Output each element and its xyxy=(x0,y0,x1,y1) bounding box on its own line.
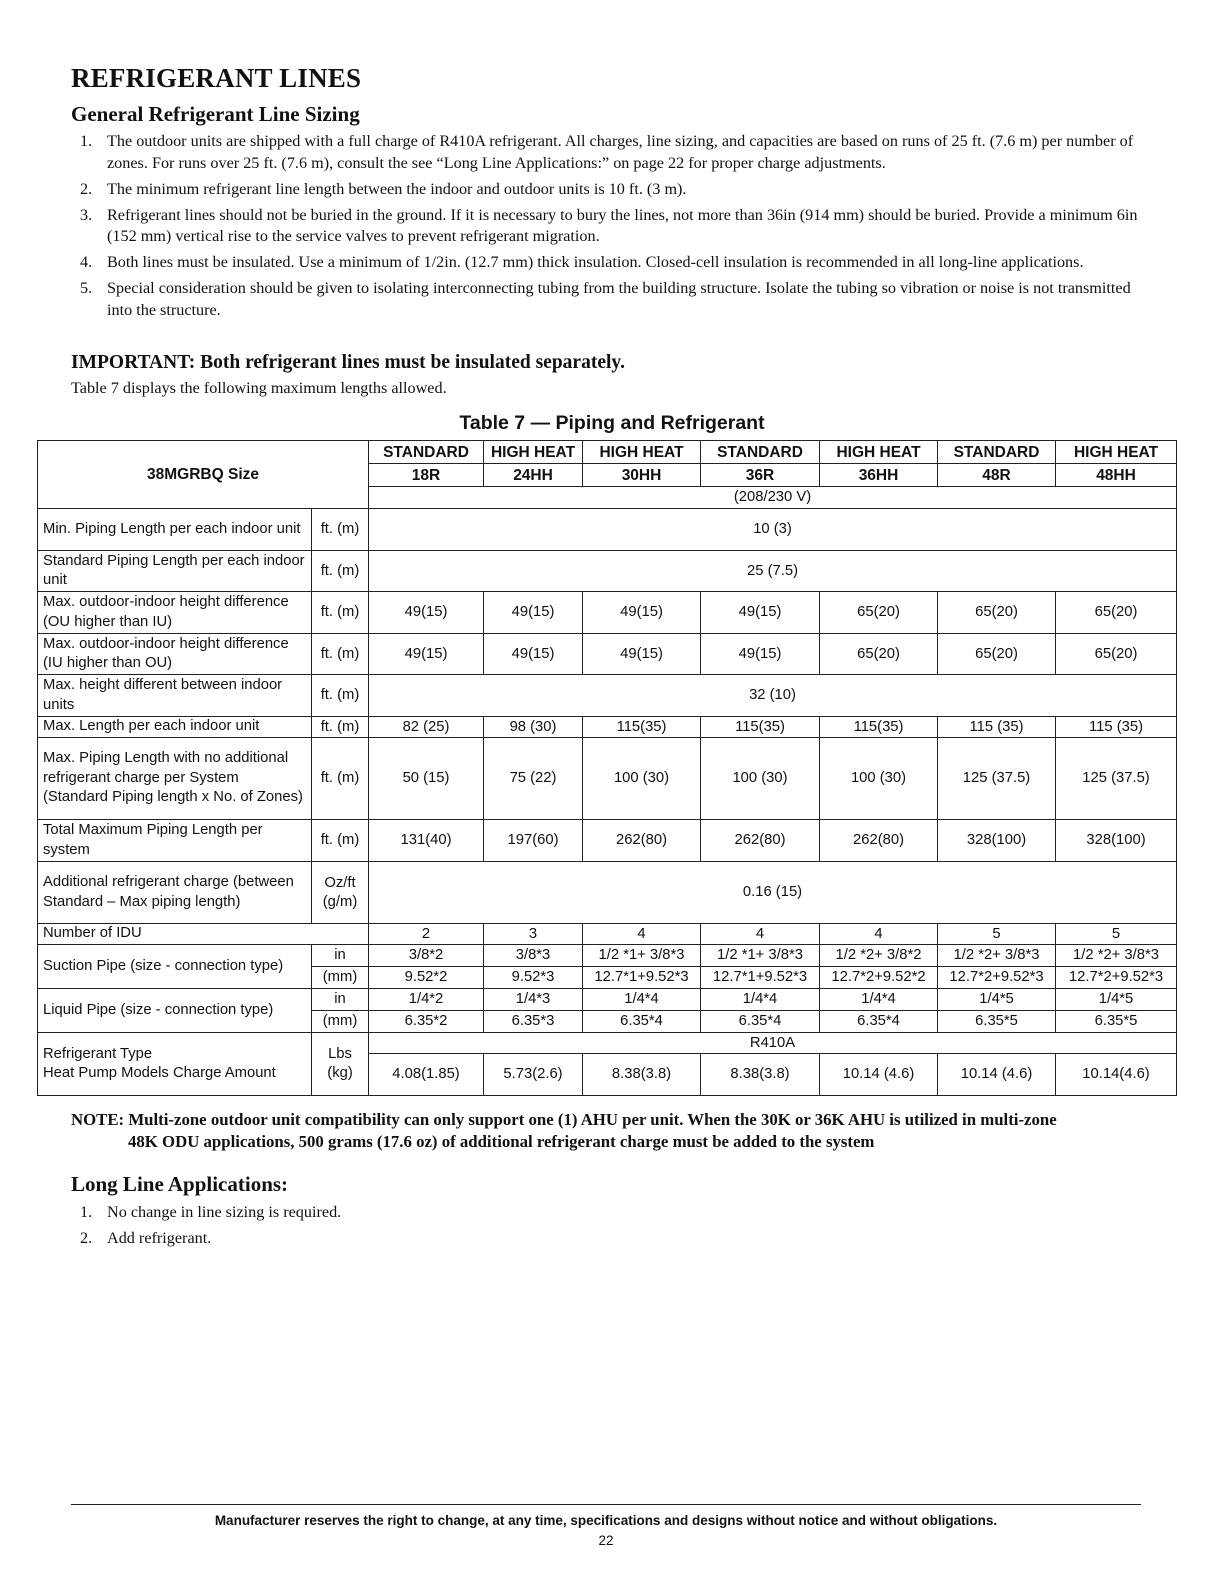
value-cell: 115 (35) xyxy=(938,717,1056,738)
value-cell: 32 (10) xyxy=(369,675,1177,717)
unit-cell: ft. (m) xyxy=(312,738,369,820)
value-cell: 12.7*2+9.52*3 xyxy=(938,967,1056,989)
charge-amount-label: Heat Pump Models Charge Amount xyxy=(43,1065,276,1081)
value-cell: 98 (30) xyxy=(484,717,583,738)
model-type: HIGH HEAT xyxy=(820,441,938,464)
value-cell: 328(100) xyxy=(1056,820,1177,862)
model-type: HIGH HEAT xyxy=(1056,441,1177,464)
row-label xyxy=(38,1033,312,1096)
table-intro: Table 7 displays the following maximum lengths allowed. xyxy=(71,379,447,397)
value-cell: 1/4*4 xyxy=(701,989,820,1011)
unit-cell: (mm) xyxy=(312,1011,369,1033)
value-cell: 328(100) xyxy=(938,820,1056,862)
section-title: REFRIGERANT LINES xyxy=(71,63,362,93)
table-row xyxy=(38,441,1177,464)
value-cell: 65(20) xyxy=(820,592,938,634)
value-cell: 12.7*2+9.52*3 xyxy=(1056,967,1177,989)
piping-refrigerant-table xyxy=(37,440,1177,1096)
unit-cell: ft. (m) xyxy=(312,509,369,551)
list-text: No change in line sizing is required. xyxy=(107,1203,342,1221)
value-cell: 49(15) xyxy=(484,592,583,634)
footer-disclaimer: Manufacturer reserves the right to change, at any time, specifications and designs without notice and without obligations. xyxy=(214,1513,998,1528)
table-row xyxy=(38,945,1177,967)
table-row xyxy=(38,551,1177,592)
value-cell: 3 xyxy=(484,924,583,945)
size-header: 38MGRBQ Size xyxy=(38,441,369,509)
value-cell: 9.52*3 xyxy=(484,967,583,989)
row-label: Standard Piping Length per each indoor unit xyxy=(38,551,312,592)
value-cell: 1/2 *2+ 3/8*3 xyxy=(1056,945,1177,967)
unit-cell: Oz/ft (g/m) xyxy=(312,862,369,924)
value-cell: 75 (22) xyxy=(484,738,583,820)
value-cell: 3/8*3 xyxy=(484,945,583,967)
value-cell: 262(80) xyxy=(820,820,938,862)
value-cell: 5.73(2.6) xyxy=(484,1054,583,1096)
list-text: The minimum refrigerant line length between the indoor and outdoor units is 10 ft. (3 m). xyxy=(107,179,687,198)
unit-cell: ft. (m) xyxy=(312,675,369,717)
value-cell: 9.52*2 xyxy=(369,967,484,989)
unit-cell: Lbs (kg) xyxy=(312,1033,369,1096)
list-text: Refrigerant lines should not be buried in the ground. If it is necessary to bury the lines, not more than 36in (914 mm) should be buried. Provide a minimum 6in (152 mm) vertical rise to the service valves to prevent refrigerant migration. xyxy=(107,205,1138,245)
table-caption: Table 7 — Piping and Refrigerant xyxy=(459,412,765,434)
value-cell: 0.16 (15) xyxy=(369,862,1177,924)
value-cell: 115(35) xyxy=(583,717,701,738)
row-label: Max. Piping Length with no additional refrigerant charge per System (Standard Piping length x No. of Zones) xyxy=(38,738,312,820)
value-cell: 262(80) xyxy=(701,820,820,862)
value-cell: 115(35) xyxy=(701,717,820,738)
value-cell: 1/4*4 xyxy=(820,989,938,1011)
value-cell: 1/2 *2+ 3/8*2 xyxy=(820,945,938,967)
value-cell: 10 (3) xyxy=(369,509,1177,551)
model-type: STANDARD xyxy=(701,441,820,464)
value-cell: 1/2 *1+ 3/8*3 xyxy=(583,945,701,967)
row-label: Max. Length per each indoor unit xyxy=(38,717,312,738)
unit-cell: ft. (m) xyxy=(312,820,369,862)
value-cell: 50 (15) xyxy=(369,738,484,820)
list-number: 4. xyxy=(80,253,93,271)
list-number: 3. xyxy=(80,205,93,224)
value-cell: 197(60) xyxy=(484,820,583,862)
value-cell: 49(15) xyxy=(484,634,583,675)
list-item xyxy=(71,131,1146,174)
unit-cell: ft. (m) xyxy=(312,551,369,592)
value-cell: 1/2 *2+ 3/8*3 xyxy=(938,945,1056,967)
value-cell: 65(20) xyxy=(820,634,938,675)
value-cell: 10.14 (4.6) xyxy=(820,1054,938,1096)
row-label: Max. outdoor-indoor height difference (IU higher than OU) xyxy=(38,634,312,675)
unit-cell: in xyxy=(312,945,369,967)
list-item xyxy=(71,179,1146,201)
list-item xyxy=(71,252,1146,274)
unit-cell: in xyxy=(312,989,369,1011)
value-cell: 8.38(3.8) xyxy=(701,1054,820,1096)
value-cell: 49(15) xyxy=(701,592,820,634)
list-item xyxy=(71,1202,341,1224)
value-cell: 65(20) xyxy=(1056,634,1177,675)
list-number: 1. xyxy=(80,132,93,150)
note-line-1: NOTE: Multi-zone outdoor unit compatibility can only support one (1) AHU per unit. When the 30K or 36K AHU is utilized in multi-zone xyxy=(71,1110,1057,1129)
list-number: 5. xyxy=(80,279,93,297)
value-cell: 125 (37.5) xyxy=(1056,738,1177,820)
unit-cell: ft. (m) xyxy=(312,717,369,738)
value-cell: 10.14(4.6) xyxy=(1056,1054,1177,1096)
model-number: 48HH xyxy=(1056,464,1177,487)
model-number: 18R xyxy=(369,464,484,487)
refrigerant-type-label: Refrigerant Type xyxy=(43,1045,153,1062)
model-number: 30HH xyxy=(583,464,701,487)
value-cell: 4 xyxy=(583,924,701,945)
value-cell: 6.35*5 xyxy=(1056,1011,1177,1033)
value-cell: 1/2 *1+ 3/8*3 xyxy=(701,945,820,967)
list-item xyxy=(71,278,1146,321)
table-row xyxy=(38,717,1177,738)
list-item xyxy=(71,205,1146,248)
list-text: Both lines must be insulated. Use a minimum of 1/2in. (12.7 mm) thick insulation. Closed-cell insulation is recommended in all long-line applications. xyxy=(107,253,1084,271)
value-cell: 262(80) xyxy=(583,820,701,862)
value-cell: 4 xyxy=(701,924,820,945)
value-cell: 25 (7.5) xyxy=(369,551,1177,592)
important-notice: IMPORTANT: Both refrigerant lines must be insulated separately. xyxy=(71,352,625,373)
value-cell: 100 (30) xyxy=(583,738,701,820)
value-cell: 1/4*5 xyxy=(1056,989,1177,1011)
table-row xyxy=(38,738,1177,820)
value-cell: 1/4*3 xyxy=(484,989,583,1011)
value-cell: 6.35*4 xyxy=(820,1011,938,1033)
list-text: Special consideration should be given to isolating interconnecting tubing from the building structure. Isolate the tubing so vibration or noise is not transmitted into the structure. xyxy=(107,279,1131,319)
refrigerant-type-cell: R410A xyxy=(369,1033,1177,1054)
long-line-list xyxy=(71,1202,341,1254)
value-cell: 115 (35) xyxy=(1056,717,1177,738)
value-cell: 49(15) xyxy=(701,634,820,675)
general-sizing-list xyxy=(71,131,1146,326)
value-cell: 6.35*5 xyxy=(938,1011,1056,1033)
table-row xyxy=(38,862,1177,924)
value-cell: 12.7*1+9.52*3 xyxy=(583,967,701,989)
value-cell: 49(15) xyxy=(583,634,701,675)
row-label: Suction Pipe (size - connection type) xyxy=(38,945,312,989)
list-text: Add refrigerant. xyxy=(107,1229,212,1247)
model-type: HIGH HEAT xyxy=(583,441,701,464)
model-number: 36R xyxy=(701,464,820,487)
value-cell: 8.38(3.8) xyxy=(583,1054,701,1096)
unit-cell: (mm) xyxy=(312,967,369,989)
list-number: 2. xyxy=(80,1229,93,1247)
table-row xyxy=(38,509,1177,551)
model-number: 36HH xyxy=(820,464,938,487)
value-cell: 131(40) xyxy=(369,820,484,862)
model-number: 24HH xyxy=(484,464,583,487)
value-cell: 1/4*2 xyxy=(369,989,484,1011)
value-cell: 12.7*2+9.52*2 xyxy=(820,967,938,989)
value-cell: 6.35*3 xyxy=(484,1011,583,1033)
value-cell: 65(20) xyxy=(938,592,1056,634)
value-cell: 4 xyxy=(820,924,938,945)
note-line-2: 48K ODU applications, 500 grams (17.6 oz) of additional refrigerant charge must be added to the system xyxy=(128,1132,875,1151)
unit-cell: ft. (m) xyxy=(312,634,369,675)
table-row xyxy=(38,675,1177,717)
value-cell: 2 xyxy=(369,924,484,945)
row-label: Additional refrigerant charge (between Standard – Max piping length) xyxy=(38,862,312,924)
value-cell: 125 (37.5) xyxy=(938,738,1056,820)
unit-cell: ft. (m) xyxy=(312,592,369,634)
long-line-title: Long Line Applications: xyxy=(71,1172,289,1196)
value-cell: 65(20) xyxy=(1056,592,1177,634)
value-cell: 3/8*2 xyxy=(369,945,484,967)
value-cell: 6.35*4 xyxy=(701,1011,820,1033)
value-cell: 6.35*4 xyxy=(583,1011,701,1033)
value-cell: 49(15) xyxy=(369,592,484,634)
list-text: The outdoor units are shipped with a full charge of R410A refrigerant. All charges, line sizing, and capacities are based on runs of 25 ft. (7.6 m) per number of zones. For runs over 25 ft. (7.6 m), consult the see “Long Line Applications:” on page 22 for proper charge adjustments. xyxy=(107,132,1134,172)
row-label: Total Maximum Piping Length per system xyxy=(38,820,312,862)
model-type: STANDARD xyxy=(938,441,1056,464)
footer-divider xyxy=(71,1504,1141,1505)
table-row xyxy=(38,634,1177,675)
row-label: Max. height different between indoor units xyxy=(38,675,312,717)
multi-zone-note xyxy=(71,1109,1151,1153)
value-cell: 6.35*2 xyxy=(369,1011,484,1033)
model-type: HIGH HEAT xyxy=(484,441,583,464)
voltage-cell: (208/230 V) xyxy=(369,487,1177,509)
row-label: Liquid Pipe (size - connection type) xyxy=(38,989,312,1033)
table-row xyxy=(38,989,1177,1011)
row-label: Number of IDU xyxy=(38,924,369,945)
list-item xyxy=(71,1228,341,1250)
row-label: Max. outdoor-indoor height difference (OU higher than IU) xyxy=(38,592,312,634)
list-number: 1. xyxy=(80,1203,93,1221)
value-cell: 82 (25) xyxy=(369,717,484,738)
value-cell: 1/4*5 xyxy=(938,989,1056,1011)
value-cell: 100 (30) xyxy=(820,738,938,820)
subsection-title: General Refrigerant Line Sizing xyxy=(71,102,360,126)
value-cell: 1/4*4 xyxy=(583,989,701,1011)
table-row xyxy=(38,820,1177,862)
table-row xyxy=(38,924,1177,945)
list-number: 2. xyxy=(80,179,93,198)
page-number: 22 xyxy=(598,1533,614,1548)
table-row xyxy=(38,592,1177,634)
value-cell: 49(15) xyxy=(369,634,484,675)
model-type: STANDARD xyxy=(369,441,484,464)
value-cell: 100 (30) xyxy=(701,738,820,820)
value-cell: 5 xyxy=(938,924,1056,945)
value-cell: 65(20) xyxy=(938,634,1056,675)
value-cell: 12.7*1+9.52*3 xyxy=(701,967,820,989)
row-label: Min. Piping Length per each indoor unit xyxy=(38,509,312,551)
value-cell: 115(35) xyxy=(820,717,938,738)
value-cell: 4.08(1.85) xyxy=(369,1054,484,1096)
table-row xyxy=(38,1033,1177,1054)
model-number: 48R xyxy=(938,464,1056,487)
value-cell: 10.14 (4.6) xyxy=(938,1054,1056,1096)
value-cell: 49(15) xyxy=(583,592,701,634)
value-cell: 5 xyxy=(1056,924,1177,945)
